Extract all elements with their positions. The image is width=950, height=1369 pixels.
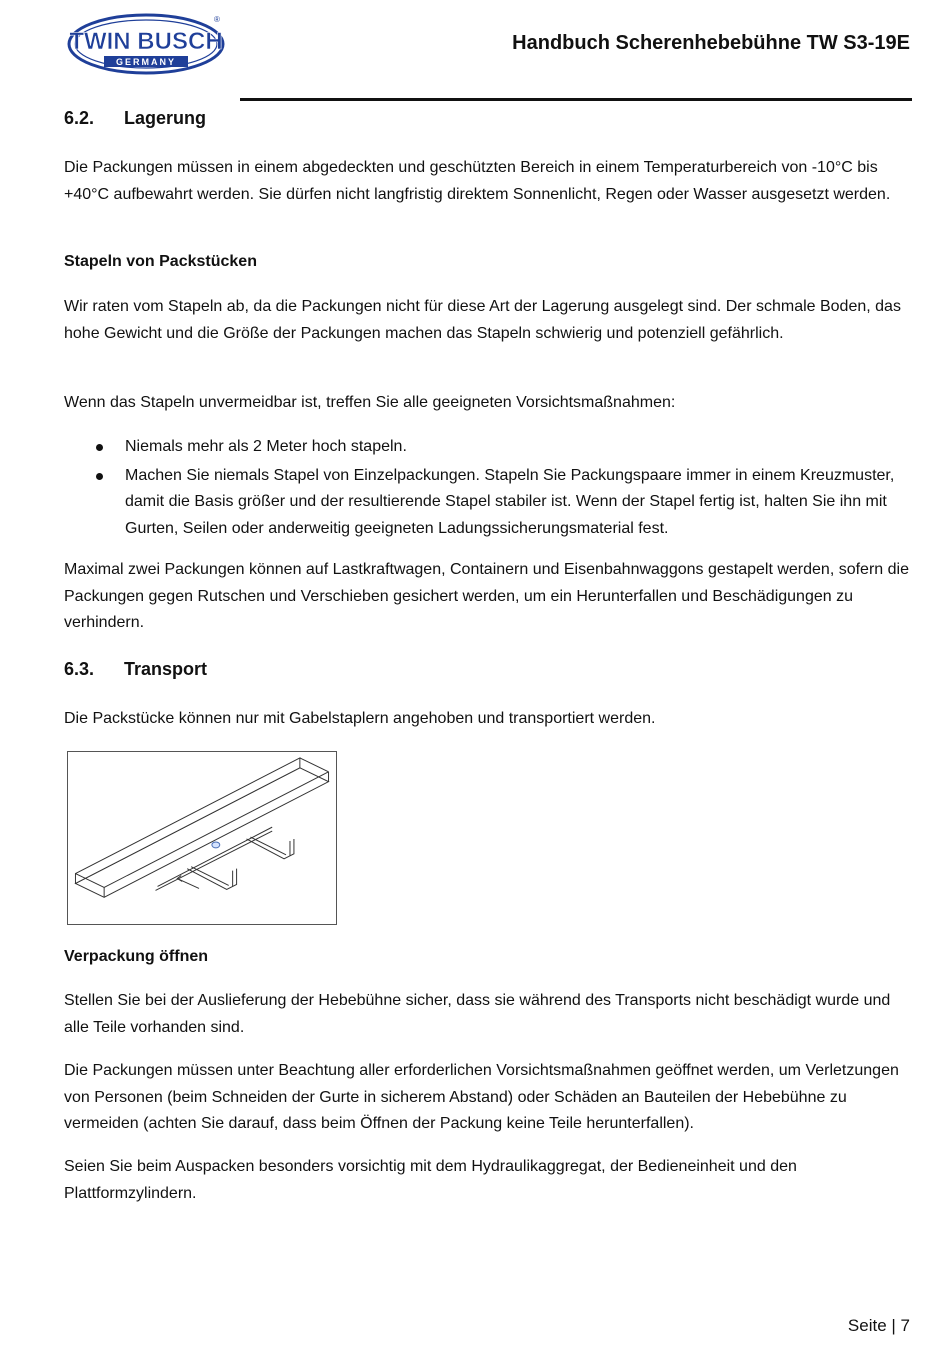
logo-registered-mark: ® (214, 15, 220, 24)
bullet-icon (96, 444, 103, 451)
paragraph-storage-conditions: Die Packungen müssen in einem abgedeckten und geschützten Bereich in einem Temperaturbereich von -10°C bis +40°C aufbewahrt werden. Sie dürfen nicht langfristig direktem Sonnenlicht, Regen oder Wasser ausgesetzt werden. (64, 159, 891, 203)
paragraph-vehicle-stacking: Maximal zwei Packungen können auf Lastkraftwagen, Containern und Eisenbahnwaggons gestapelt werden, sofern die Packungen gegen Rutschen und Verschieben gesichert werden, um ein Herunterfallen und Beschädigungen zu verhindern. (64, 561, 909, 631)
section-title: Lagerung (124, 108, 207, 128)
subheading-verpackung: Verpackung öffnen (64, 948, 209, 965)
paragraph-opening-precautions: Die Packungen müssen unter Beachtung aller erforderlichen Vorsichtsmaßnahmen geöffnet werden, um Verletzungen von Personen (beim Schneiden der Gurte in sicherem Abstand) oder Schäden an Bauteilen der Hebebühne zu vermeiden (achten Sie darauf, dass beim Öffnen der Packung keine Teile herunterfallen). (64, 1062, 899, 1132)
list-item (64, 434, 910, 461)
paragraph-stacking-precautions: Wenn das Stapeln unvermeidbar ist, treffen Sie alle geeigneten Vorsichtsmaßnahmen: (64, 394, 676, 411)
section-number: 6.2. (64, 108, 95, 128)
list-item (64, 463, 910, 543)
paragraph-stacking-warning: Wir raten vom Stapeln ab, da die Packungen nicht für diese Art der Lagerung ausgelegt sind. Der schmale Boden, das hohe Gewicht und die Größe der Packungen machen das Stapeln schwierig und potenziell gefährlich. (64, 298, 901, 342)
section-number: 6.3. (64, 659, 95, 679)
logo-subtitle: GERMANY (115, 57, 177, 67)
section-heading-transport (64, 659, 207, 680)
page-number: Seite | 7 (847, 1316, 910, 1335)
forklift-package-illustration (67, 751, 337, 925)
paragraph-forklift: Die Packstücke können nur mit Gabelstaplern angehoben und transportiert werden. (64, 710, 656, 727)
subheading-stapeln: Stapeln von Packstücken (64, 253, 257, 270)
list-item-text: Niemals mehr als 2 Meter hoch stapeln. (125, 438, 407, 455)
paragraph-unpacking-care: Seien Sie beim Auspacken besonders vorsichtig mit dem Hydraulikaggregat, der Bedieneinheit und den Plattformzylindern. (64, 1158, 797, 1202)
section-heading-lagerung (64, 108, 206, 129)
list-item-text: Machen Sie niemals Stapel von Einzelpackungen. Stapeln Sie Packungspaare immer in einem Kreuzmuster, damit die Basis größer und der resultierende Stapel stabiler ist. Wenn der Stapel fertig ist, halten Sie ihn mit Gurten, Seilen oder anderweitig geeigneten Ladungssicherungsmaterial fest. (125, 466, 895, 537)
section-title: Transport (124, 659, 208, 679)
document-title: Handbuch Scherenhebebühne TW S3-19E (512, 32, 910, 54)
header-rule (240, 98, 912, 101)
bullet-icon (96, 473, 103, 480)
precautions-list (64, 434, 910, 544)
logo-wordmark: TWIN BUSCH (69, 28, 223, 55)
paragraph-delivery-check: Stellen Sie bei der Auslieferung der Hebebühne sicher, dass sie während des Transports nicht beschädigt wurde und alle Teile vorhanden sind. (64, 992, 891, 1036)
twin-busch-logo (66, 12, 226, 76)
